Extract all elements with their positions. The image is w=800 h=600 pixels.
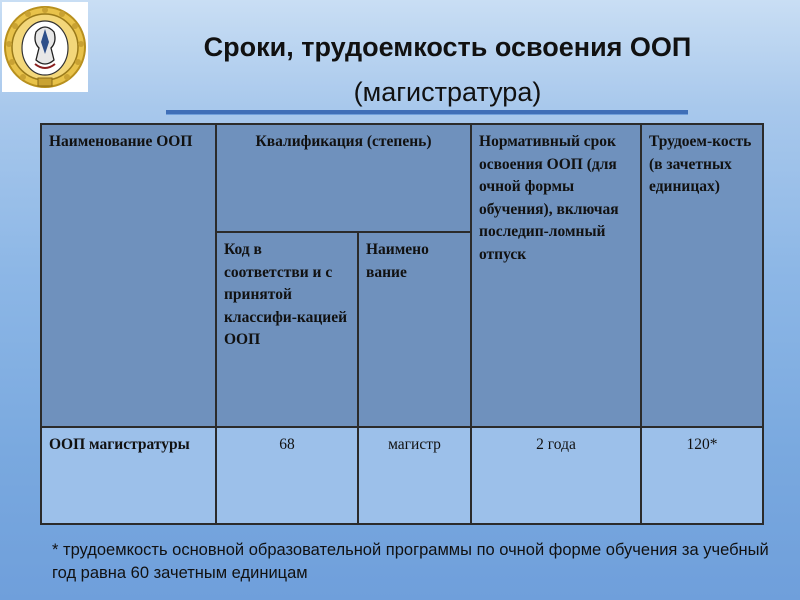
university-crest-logo	[2, 2, 88, 92]
title-underline	[166, 110, 688, 114]
table-row	[41, 427, 763, 524]
header-name: Наименование ООП	[41, 124, 216, 427]
header-code: Код в соответстви и с принятой классифи-кацией ООП	[216, 232, 358, 427]
program-terms-table	[40, 123, 764, 525]
pelican-crest-icon	[2, 2, 88, 92]
header-title-col: Наимено вание	[358, 232, 471, 427]
cell-code: 68	[216, 427, 358, 524]
header-credits: Трудоем-кость (в зачетных единицах)	[641, 124, 763, 427]
slide-subtitle: (магистратура)	[353, 77, 542, 107]
cell-title: магистр	[358, 427, 471, 524]
table-header-row-1	[41, 124, 763, 232]
cell-credits: 120*	[641, 427, 763, 524]
slide-title: Сроки, трудоемкость освоения ООП	[203, 32, 692, 62]
footnote: * трудоемкость основной образовательной программы по очной форме обучения за учебный год равна 60 зачетным единицам	[52, 541, 769, 582]
header-term: Нормативный срок освоения ООП (для очной формы обучения), включая последип-ломный отпуск	[471, 124, 641, 427]
cell-name: ООП магистратуры	[41, 427, 216, 524]
cell-term: 2 года	[471, 427, 641, 524]
header-qualification: Квалификация (степень)	[216, 124, 471, 232]
